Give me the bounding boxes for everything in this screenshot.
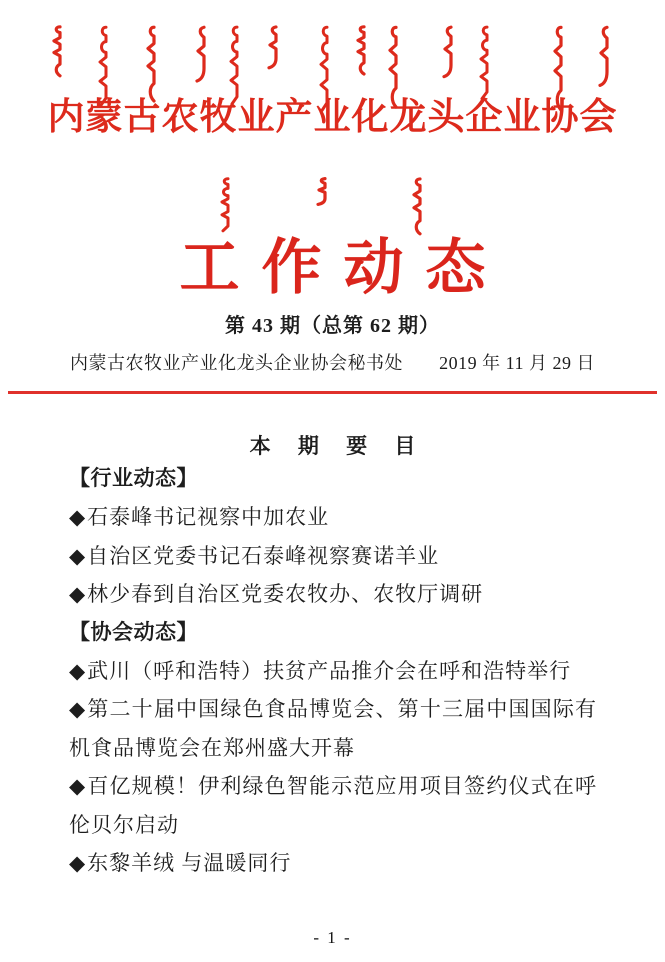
toc-item — [69, 537, 597, 575]
contents-heading: 本 期 要 目 — [249, 434, 427, 458]
toc-item-text: 百亿规模！伊利绿色智能示范应用项目签约仪式在呼伦贝尔启动 — [69, 774, 598, 837]
page-number: - 1 - — [313, 928, 352, 947]
toc-item-text: 第二十届中国绿色食品博览会、第十三届中国国际有机食品博览会在郑州盛大开幕 — [69, 697, 598, 760]
toc-item — [69, 767, 597, 844]
issue-date: 2019 年 11 月 29 日 — [439, 353, 595, 373]
diamond-bullet-icon: ◆ — [69, 543, 87, 568]
publisher-date-row — [0, 349, 665, 375]
toc-item — [69, 498, 597, 536]
bulletin-title: 工作动态 — [179, 235, 508, 301]
diamond-bullet-icon: ◆ — [69, 582, 87, 607]
diamond-bullet-icon: ◆ — [69, 697, 87, 722]
toc-section-title-industry: 【行业动态】 — [69, 467, 198, 490]
toc-item — [69, 690, 597, 767]
table-of-contents — [69, 460, 597, 882]
toc-item-text: 自治区党委书记石泰峰视察赛诺羊业 — [87, 543, 440, 568]
diamond-bullet-icon: ◆ — [69, 774, 87, 799]
toc-item — [69, 844, 597, 882]
diamond-bullet-icon: ◆ — [69, 851, 87, 876]
red-divider-rule — [8, 391, 657, 394]
issue-number-line: 第 43 期（总第 62 期） — [225, 315, 440, 337]
toc-section-title-association: 【协会动态】 — [69, 620, 198, 644]
toc-item-text: 林少春到自治区党委农牧办、农牧厅调研 — [87, 582, 484, 607]
toc-item — [69, 575, 597, 613]
toc-item-text: 武川（呼和浩特）扶贫产品推介会在呼和浩特举行 — [87, 659, 572, 684]
diamond-bullet-icon: ◆ — [69, 659, 87, 684]
toc-item-text: 石泰峰书记视察中加农业 — [87, 505, 330, 530]
org-name-title: 内蒙古农牧业产业化龙头企业协会 — [47, 97, 618, 138]
toc-item — [69, 652, 597, 690]
diamond-bullet-icon: ◆ — [69, 505, 87, 530]
toc-item-text: 东黎羊绒 与温暖同行 — [87, 851, 292, 876]
publisher-name: 内蒙古农牧业产业化龙头企业协会秘书处 — [70, 353, 403, 373]
